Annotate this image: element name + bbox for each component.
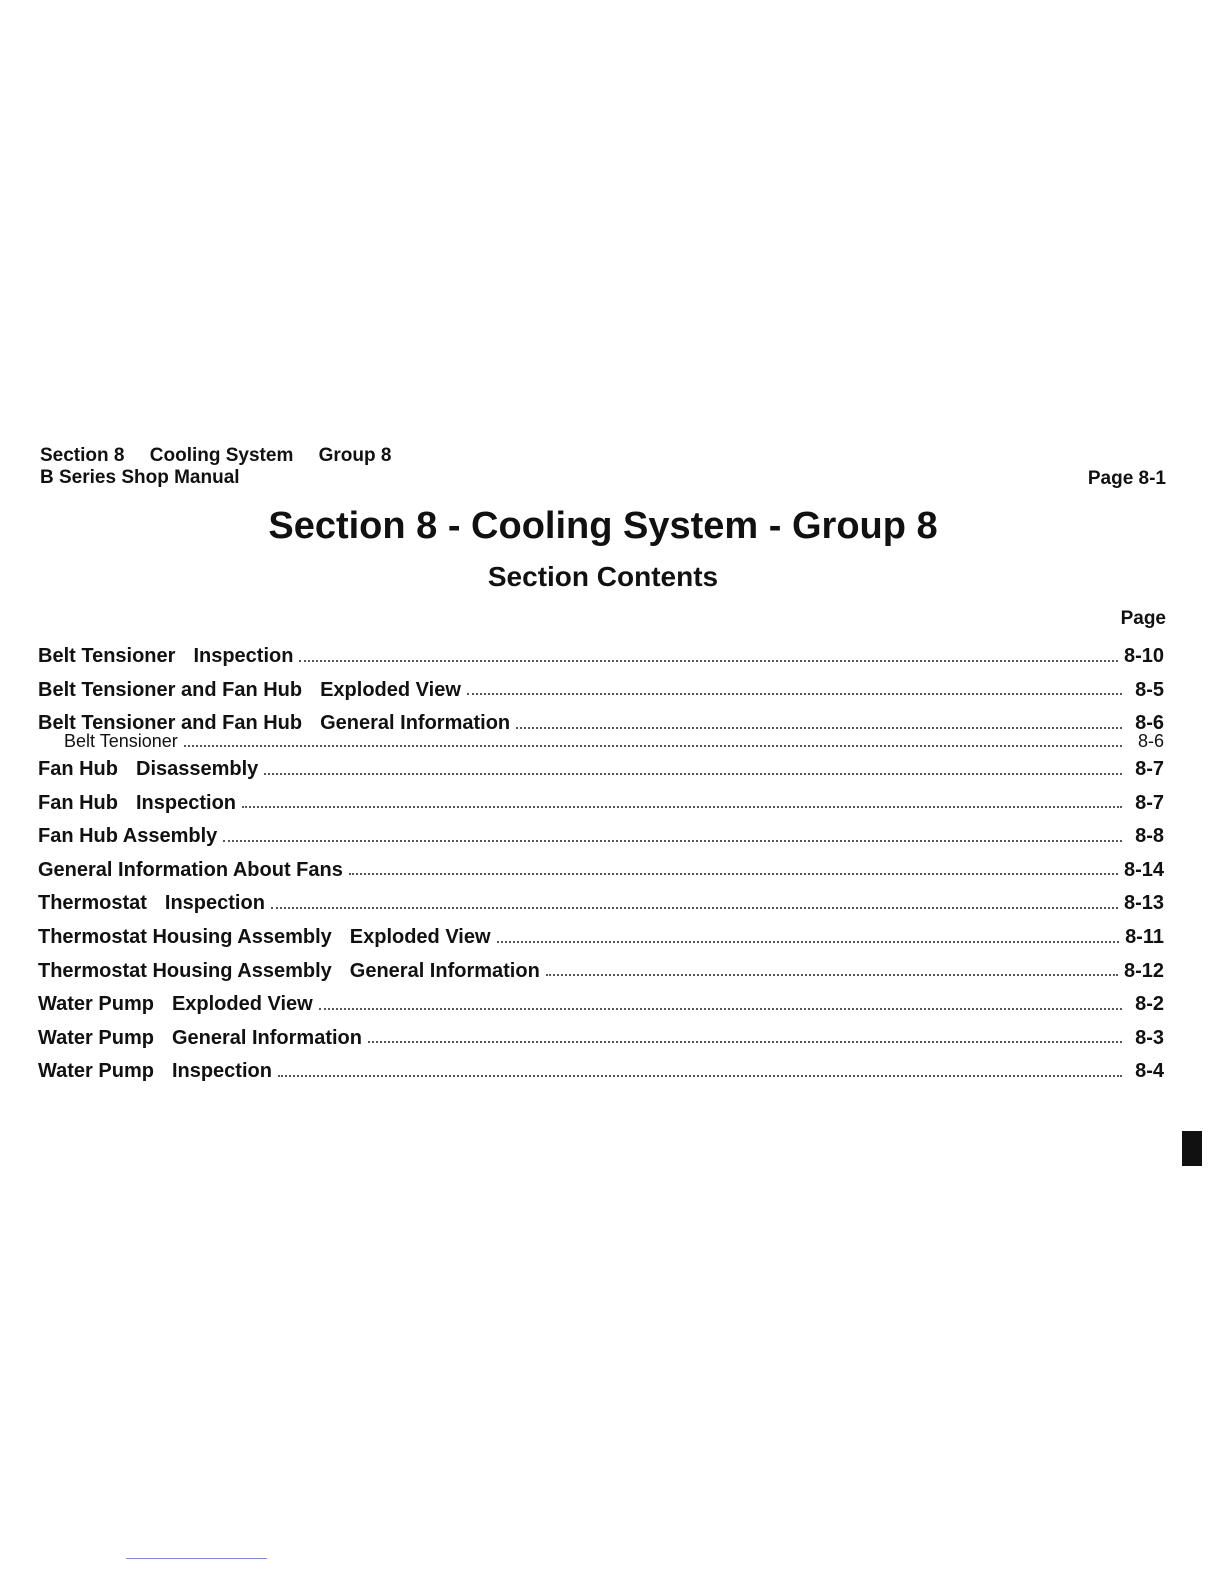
toc-page: 8-2 bbox=[1135, 993, 1164, 1016]
toc-topic: Fan Hub bbox=[38, 791, 118, 814]
toc-page: 8-7 bbox=[1135, 791, 1164, 814]
dot-leader bbox=[497, 941, 1120, 943]
toc-entry[interactable] bbox=[38, 887, 1164, 921]
header-manual: B Series Shop Manual bbox=[40, 467, 240, 488]
toc-page: 8-12 bbox=[1123, 959, 1164, 982]
toc-page: 8-6 bbox=[1137, 731, 1164, 752]
header-group: Group 8 bbox=[318, 445, 392, 466]
toc-subtopic: Inspection bbox=[164, 892, 265, 915]
toc-page: 8-13 bbox=[1123, 892, 1164, 915]
dot-leader bbox=[368, 1041, 1122, 1043]
toc-topic: Belt Tensioner bbox=[38, 645, 176, 668]
toc-subtopic: Inspection bbox=[193, 645, 294, 668]
toc-entry[interactable] bbox=[38, 954, 1164, 988]
dot-leader bbox=[349, 873, 1118, 875]
toc-subtopic: Exploded View bbox=[320, 678, 461, 701]
dot-leader bbox=[271, 907, 1118, 909]
header-line-1 bbox=[40, 445, 411, 467]
toc-topic: General Information About Fans bbox=[38, 858, 343, 881]
toc-page: 8-6 bbox=[1135, 712, 1164, 735]
dot-leader bbox=[223, 840, 1122, 842]
toc-topic: Thermostat Housing Assembly bbox=[38, 959, 332, 982]
toc-subtopic: General Information bbox=[349, 959, 540, 982]
page-number: Page 8-1 bbox=[1087, 468, 1166, 489]
toc-entry[interactable] bbox=[38, 988, 1164, 1022]
toc-entry[interactable] bbox=[38, 921, 1164, 955]
dot-leader bbox=[299, 660, 1118, 662]
dot-leader bbox=[516, 727, 1122, 729]
header-system: Cooling System bbox=[149, 445, 294, 466]
toc-topic: Fan Hub bbox=[38, 758, 118, 781]
page-title: Section 8 - Cooling System - Group 8 bbox=[268, 505, 938, 547]
dot-leader bbox=[467, 693, 1122, 695]
toc-page: 8-7 bbox=[1135, 758, 1164, 781]
page-column-header: Page bbox=[1120, 608, 1166, 629]
dot-leader bbox=[242, 806, 1122, 808]
toc-entry[interactable] bbox=[38, 1055, 1164, 1089]
toc-entry[interactable] bbox=[38, 854, 1164, 888]
toc-subtopic: Disassembly bbox=[136, 758, 259, 781]
toc-subtopic: General Information bbox=[171, 1026, 362, 1049]
page-subtitle: Section Contents bbox=[487, 561, 719, 592]
toc-page: 8-14 bbox=[1123, 858, 1164, 881]
toc-subtopic: Exploded View bbox=[171, 993, 313, 1016]
toc-topic: Water Pump bbox=[38, 1060, 154, 1083]
toc-topic: Thermostat bbox=[38, 892, 147, 915]
toc-topic: Thermostat Housing Assembly bbox=[38, 926, 332, 949]
dot-leader bbox=[319, 1008, 1122, 1010]
toc-entry[interactable] bbox=[38, 820, 1164, 854]
toc-subentry[interactable] bbox=[38, 731, 1164, 753]
toc-topic: Belt Tensioner bbox=[64, 731, 178, 752]
toc-page: 8-3 bbox=[1135, 1026, 1164, 1049]
toc-entry[interactable] bbox=[38, 640, 1164, 674]
toc-page: 8-5 bbox=[1135, 678, 1164, 701]
toc-page: 8-8 bbox=[1135, 825, 1164, 848]
toc-entry[interactable] bbox=[38, 674, 1164, 708]
section-thumb-tab bbox=[1182, 1131, 1202, 1166]
toc-topic: Water Pump bbox=[38, 993, 154, 1016]
toc-subtopic: Inspection bbox=[171, 1060, 272, 1083]
toc-entry[interactable] bbox=[38, 753, 1164, 787]
toc-subtopic: General Information bbox=[320, 712, 511, 735]
toc-topic: Belt Tensioner and Fan Hub bbox=[38, 712, 303, 735]
dot-leader bbox=[546, 974, 1118, 976]
dot-leader bbox=[264, 773, 1122, 775]
table-of-contents bbox=[38, 640, 1164, 1089]
running-header bbox=[40, 445, 411, 489]
toc-entry[interactable] bbox=[38, 1022, 1164, 1056]
toc-page: 8-4 bbox=[1135, 1060, 1164, 1083]
header-section: Section 8 bbox=[40, 445, 125, 466]
toc-topic: Water Pump bbox=[38, 1026, 154, 1049]
toc-subtopic: Inspection bbox=[136, 791, 237, 814]
toc-subtopic: Exploded View bbox=[349, 926, 491, 949]
toc-page: 8-11 bbox=[1125, 926, 1164, 949]
toc-topic: Fan Hub Assembly bbox=[38, 825, 218, 848]
toc-topic: Belt Tensioner and Fan Hub bbox=[38, 678, 303, 701]
dot-leader bbox=[184, 745, 1122, 747]
footnote-rule bbox=[126, 1558, 267, 1559]
toc-entry[interactable] bbox=[38, 786, 1164, 820]
dot-leader bbox=[278, 1075, 1122, 1077]
toc-page: 8-10 bbox=[1123, 645, 1164, 668]
